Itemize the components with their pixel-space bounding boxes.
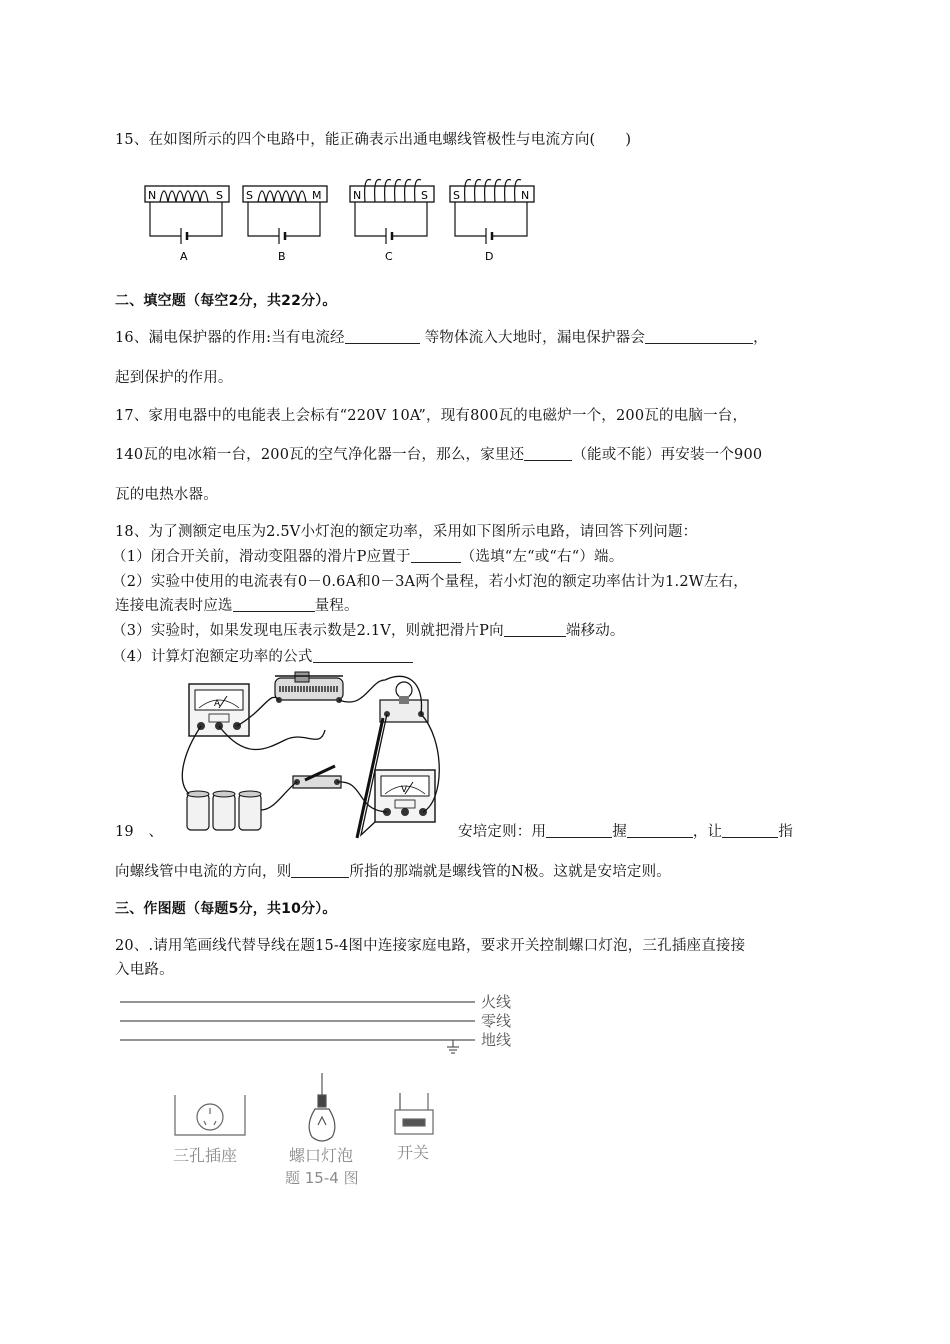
batteries bbox=[187, 791, 261, 830]
option-label: B bbox=[278, 250, 286, 263]
wall-switch bbox=[395, 1093, 433, 1134]
q18-part3: （3）实验时，如果发现电压表示数是2.1V，则就把滑片P向 端移动。 bbox=[112, 623, 625, 639]
q19-blank-3[interactable] bbox=[722, 823, 778, 838]
q19-blank-1[interactable] bbox=[546, 823, 612, 838]
pole-left: N bbox=[148, 189, 157, 202]
ammeter bbox=[189, 684, 249, 736]
pole-left: S bbox=[246, 189, 253, 202]
q18-circuit-figure bbox=[175, 670, 445, 845]
q18-blank-2[interactable] bbox=[233, 597, 315, 612]
svg-text:A: A bbox=[214, 699, 221, 709]
option-d-circuit bbox=[450, 179, 534, 263]
pole-right: N bbox=[521, 189, 530, 202]
q20-line2: 入电路。 bbox=[115, 962, 174, 978]
option-label: A bbox=[180, 250, 188, 263]
q15-text: 15、在如图所示的四个电路中，能正确表示出通电螺线管极性与电流方向( ) bbox=[115, 132, 632, 148]
q18-stem: 18、为了测额定电压为2.5V小灯泡的额定功率，采用如下图所示电路，请回答下列问题： bbox=[115, 524, 698, 540]
q18-part2-cont: 连接电流表时应选 量程。 bbox=[115, 598, 359, 614]
figure-15-4 bbox=[115, 985, 535, 1190]
three-hole-socket bbox=[175, 1095, 245, 1135]
q17-line1: 17、家用电器中的电能表上会标有“220V 10A”，现有800瓦的电磁炉一个，200瓦的电脑一台， bbox=[115, 408, 748, 424]
neutral-wire-label: 零线 bbox=[481, 1012, 512, 1030]
pole-left: S bbox=[453, 189, 460, 202]
section-3-heading: 三、作图题（每题5分，共10分）。 bbox=[115, 901, 337, 917]
q18-blank-1[interactable] bbox=[411, 548, 461, 563]
pole-right: S bbox=[216, 189, 223, 202]
socket-label: 三孔插座 bbox=[173, 1146, 238, 1165]
ground-wire-label: 地线 bbox=[481, 1031, 512, 1049]
svg-text:V: V bbox=[401, 785, 408, 795]
q16-blank-1[interactable] bbox=[345, 329, 420, 344]
figure-caption: 题 15-4 图 bbox=[285, 1169, 359, 1187]
q15-figure bbox=[140, 176, 560, 266]
option-label: D bbox=[485, 250, 494, 263]
q19-line1: 安培定则：用 握 ，让 指 bbox=[458, 824, 794, 840]
pole-right: M bbox=[312, 189, 322, 202]
bulb-label: 螺口灯泡 bbox=[289, 1146, 354, 1165]
q17-blank[interactable] bbox=[524, 446, 572, 461]
q20-line1: 20、.请用笔画线代替导线在题15-4图中连接家庭电路，要求开关控制螺口灯泡，三孔插座直接接 bbox=[115, 938, 746, 954]
section-2-heading: 二、填空题（每空2分，共22分）。 bbox=[115, 293, 337, 309]
voltmeter bbox=[375, 770, 435, 822]
q18-part1: （1）闭合开关前，滑动变阻器的滑片P应置于 （选填“左“或“右“）端。 bbox=[112, 549, 624, 565]
option-label: C bbox=[385, 250, 393, 263]
q19-number: 19 、 bbox=[115, 824, 164, 840]
q17-line3: 瓦的电热水器。 bbox=[115, 487, 218, 503]
knife-switch bbox=[293, 766, 341, 788]
q18-blank-4[interactable] bbox=[313, 648, 413, 663]
q18-part2: （2）实验中使用的电流表有0－0.6A和0－3A两个量程，若小灯泡的额定功率估计为1.2W左右， bbox=[112, 574, 748, 590]
q16-blank-2[interactable] bbox=[645, 329, 753, 344]
q16-line2: 起到保护的作用。 bbox=[115, 370, 233, 386]
q18-blank-3[interactable] bbox=[504, 622, 566, 637]
option-a-circuit bbox=[145, 186, 229, 263]
q18-part4: （4）计算灯泡额定功率的公式 bbox=[112, 645, 413, 666]
q19-line2: 向螺线管中电流的方向，则 所指的那端就是螺线管的N极。这就是安培定则。 bbox=[115, 864, 671, 880]
q16-line1: 16、漏电保护器的作用:当有电流经 等物体流入大地时，漏电保护器会 ， bbox=[115, 330, 768, 346]
switch-label: 开关 bbox=[397, 1143, 430, 1162]
pole-left: N bbox=[353, 189, 362, 202]
option-b-circuit bbox=[243, 186, 327, 263]
screw-bulb bbox=[309, 1073, 335, 1141]
q19-blank-2[interactable] bbox=[627, 823, 693, 838]
rheostat bbox=[275, 672, 343, 703]
q19-blank-4[interactable] bbox=[291, 863, 349, 878]
option-c-circuit bbox=[350, 179, 434, 263]
live-wire-label: 火线 bbox=[481, 993, 512, 1011]
q17-line2: 140瓦的电冰箱一台，200瓦的空气净化器一台，那么，家里还 （能或不能）再安装一个900 bbox=[115, 447, 763, 463]
pole-right: S bbox=[421, 189, 428, 202]
